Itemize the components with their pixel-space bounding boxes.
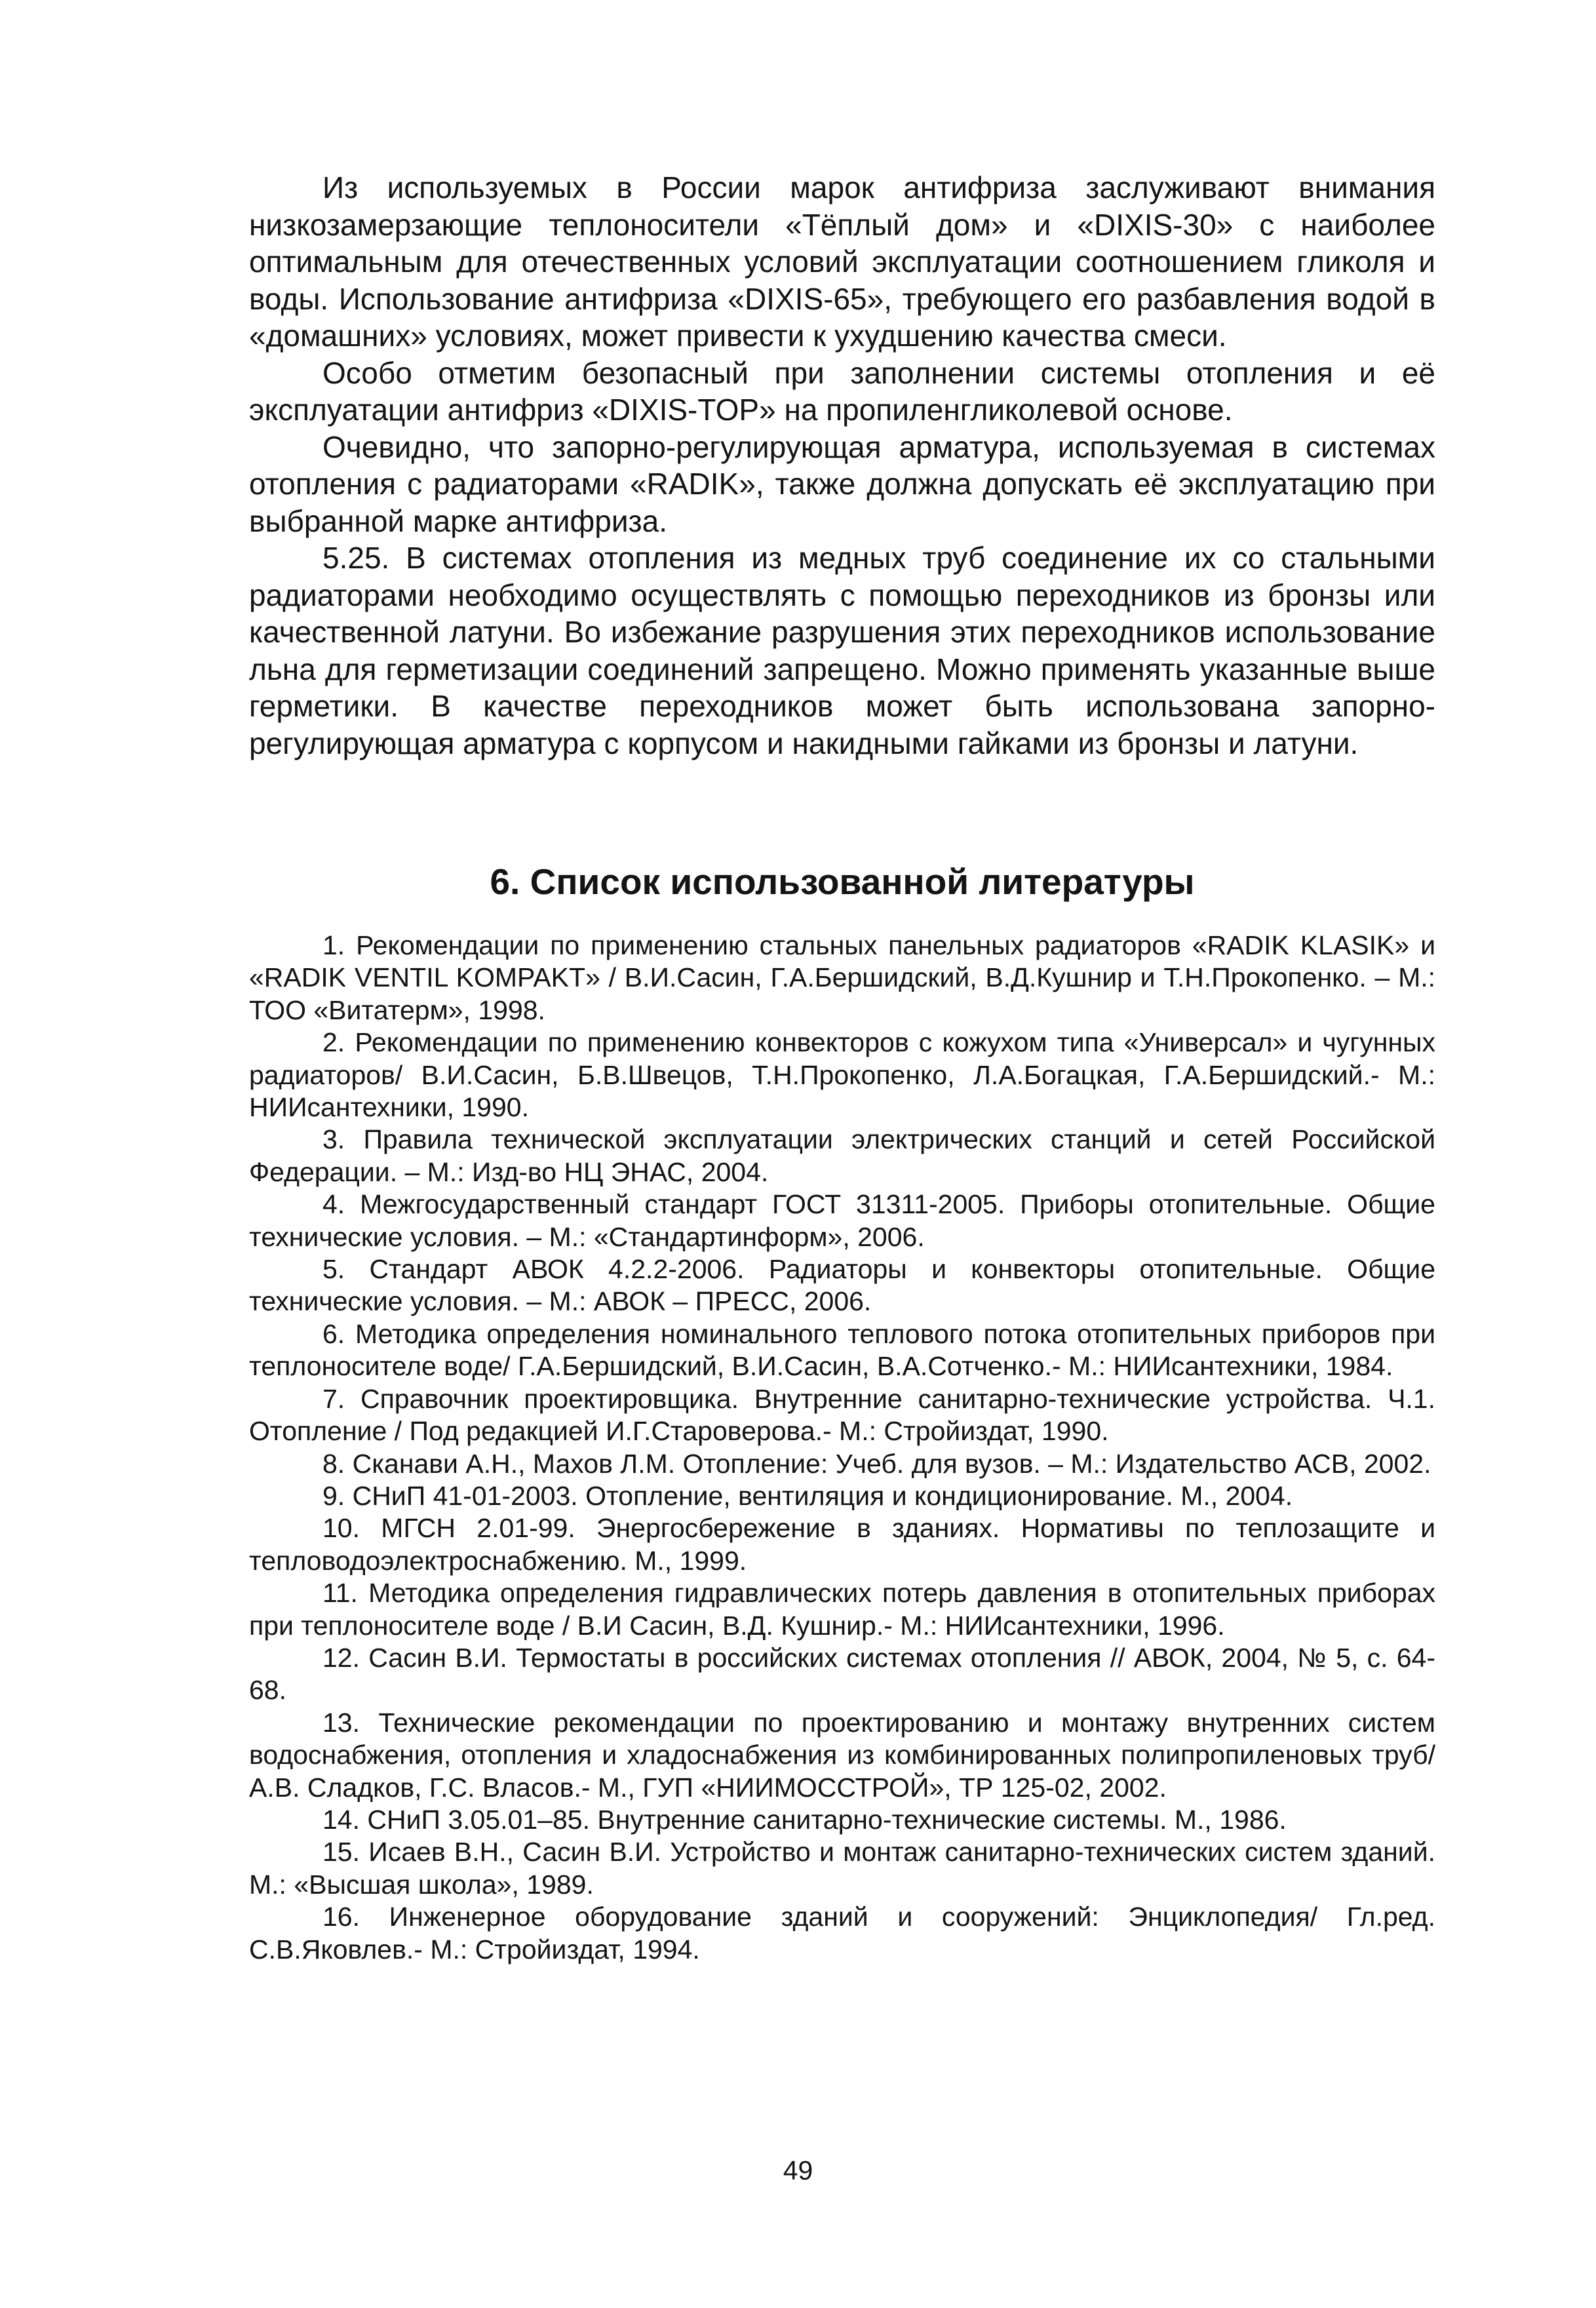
reference-list xyxy=(249,929,1435,1966)
reference-item: 5. Стандарт АВОК 4.2.2-2006. Радиаторы и конвекторы отопительные. Общие технические условия. – М.: АВОК – ПРЕСС, 2006. xyxy=(249,1254,1435,1317)
reference-item: 12. Сасин В.И. Термостаты в российских системах отопления // АВОК, 2004, № 5, с. 64-68. xyxy=(249,1642,1435,1706)
reference-item: 10. МГСН 2.01-99. Энергосбережение в зданиях. Нормативы по теплозащите и тепловодоэлектроснабжению. М., 1999. xyxy=(249,1513,1435,1576)
reference-item: 1. Рекомендации по применению стальных панельных радиаторов «RADIK KLASIK» и «RADIK VENTIL KOMPAKT» / В.И.Сасин, Г.А.Бершидский, В.Д.Кушнир и Т.Н.Прокопенко. – М.: ТОО «Витатерм», 1998. xyxy=(249,930,1435,1025)
reference-item: 8. Сканави А.Н., Махов Л.М. Отопление: Учеб. для вузов. – М.: Издательство АСВ, 2002. xyxy=(322,1448,1431,1479)
reference-item: 4. Межгосударственный стандарт ГОСТ 31311-2005. Приборы отопительные. Общие технические условия. – М.: «Стандартинформ», 2006. xyxy=(249,1189,1435,1252)
reference-item: 11. Методика определения гидравлических потерь давления в отопительных приборах при теплоносителе воде / В.И Сасин, В.Д. Кушнир.- М.: НИИсантехники, 1996. xyxy=(249,1578,1435,1641)
reference-item: 6. Методика определения номинального теплового потока отопительных приборов при теплоносителе воде/ Г.А.Бершидский, В.И.Сасин, В.А.Сотченко.- М.: НИИсантехники, 1984. xyxy=(249,1318,1435,1382)
reference-item: 13. Технические рекомендации по проектированию и монтажу внутренних систем водоснабжения, отопления и хладоснабжения из комбинированных полипропиленовых труб/ А.В. Сладков, Г.С. Власов.- М., ГУП «НИИМОССТРОЙ», ТР 125-02, 2002. xyxy=(249,1707,1435,1803)
body-paragraph: Из используемых в России марок антифриза заслуживают внимания низкозамерзающие теплоносители «Тёплый дом» и «DIXIS-30» с наиболее оптимальным для отечественных условий эксплуатации соотношением гликоля и воды. Использование антифриза «DIXIS-65», требующего его разбавления водой в «домашних» условиях, может привести к ухудшению качества смеси. xyxy=(249,170,1435,353)
body-paragraph: 5.25. В системах отопления из медных труб соединение их со стальными радиаторами необходимо осуществлять с помощью переходников из бронзы или качественной латуни. Во избежание разрушения этих переходников использование льна для герметизации соединений запрещено. Можно применять указанные выше герметики. В качестве переходников может быть использована запорно-регулирующая арматура с корпусом и накидными гайками из бронзы и латуни. xyxy=(249,541,1435,760)
body-text xyxy=(249,169,1435,762)
section-heading: 6. Список использованной литературы xyxy=(490,861,1195,902)
page-number: 49 xyxy=(783,2155,813,2185)
reference-item: 7. Справочник проектировщика. Внутренние санитарно-технические устройства. Ч.1. Отопление / Под редакцией И.Г.Староверова.- М.: Стройиздат, 1990. xyxy=(249,1383,1435,1447)
body-paragraph: Особо отметим безопасный при заполнении системы отопления и её эксплуатации антифриз «DIXIS-TOP» на пропиленгликолевой основе. xyxy=(249,355,1435,427)
reference-item: 15. Исаев В.Н., Сасин В.И. Устройство и монтаж санитарно-технических систем зданий. М.: «Высшая школа», 1989. xyxy=(249,1837,1435,1900)
reference-item: 9. СНиП 41-01-2003. Отопление, вентиляция и кондиционирование. М., 2004. xyxy=(322,1480,1293,1511)
reference-item: 3. Правила технической эксплуатации электрических станций и сетей Российской Федерации. – М.: Изд-во НЦ ЭНАС, 2004. xyxy=(249,1124,1435,1187)
body-paragraph: Очевидно, что запорно-регулирующая арматура, используемая в системах отопления с радиаторами «RADIK», также должна допускать её эксплуатацию при выбранной марке антифриза. xyxy=(249,429,1435,538)
reference-item: 2. Рекомендации по применению конвекторов с кожухом типа «Универсал» и чугунных радиаторов/ В.И.Сасин, Б.В.Швецов, Т.Н.Прокопенко, Л.А.Богацкая, Г.А.Бершидский.- М.: НИИсантехники, 1990. xyxy=(249,1027,1435,1123)
reference-item: 14. СНиП 3.05.01–85. Внутренние санитарно-технические системы. М., 1986. xyxy=(322,1804,1287,1835)
reference-item: 16. Инженерное оборудование зданий и сооружений: Энциклопедия/ Гл.ред. С.В.Яковлев.- М.: Стройиздат, 1994. xyxy=(249,1902,1435,1965)
